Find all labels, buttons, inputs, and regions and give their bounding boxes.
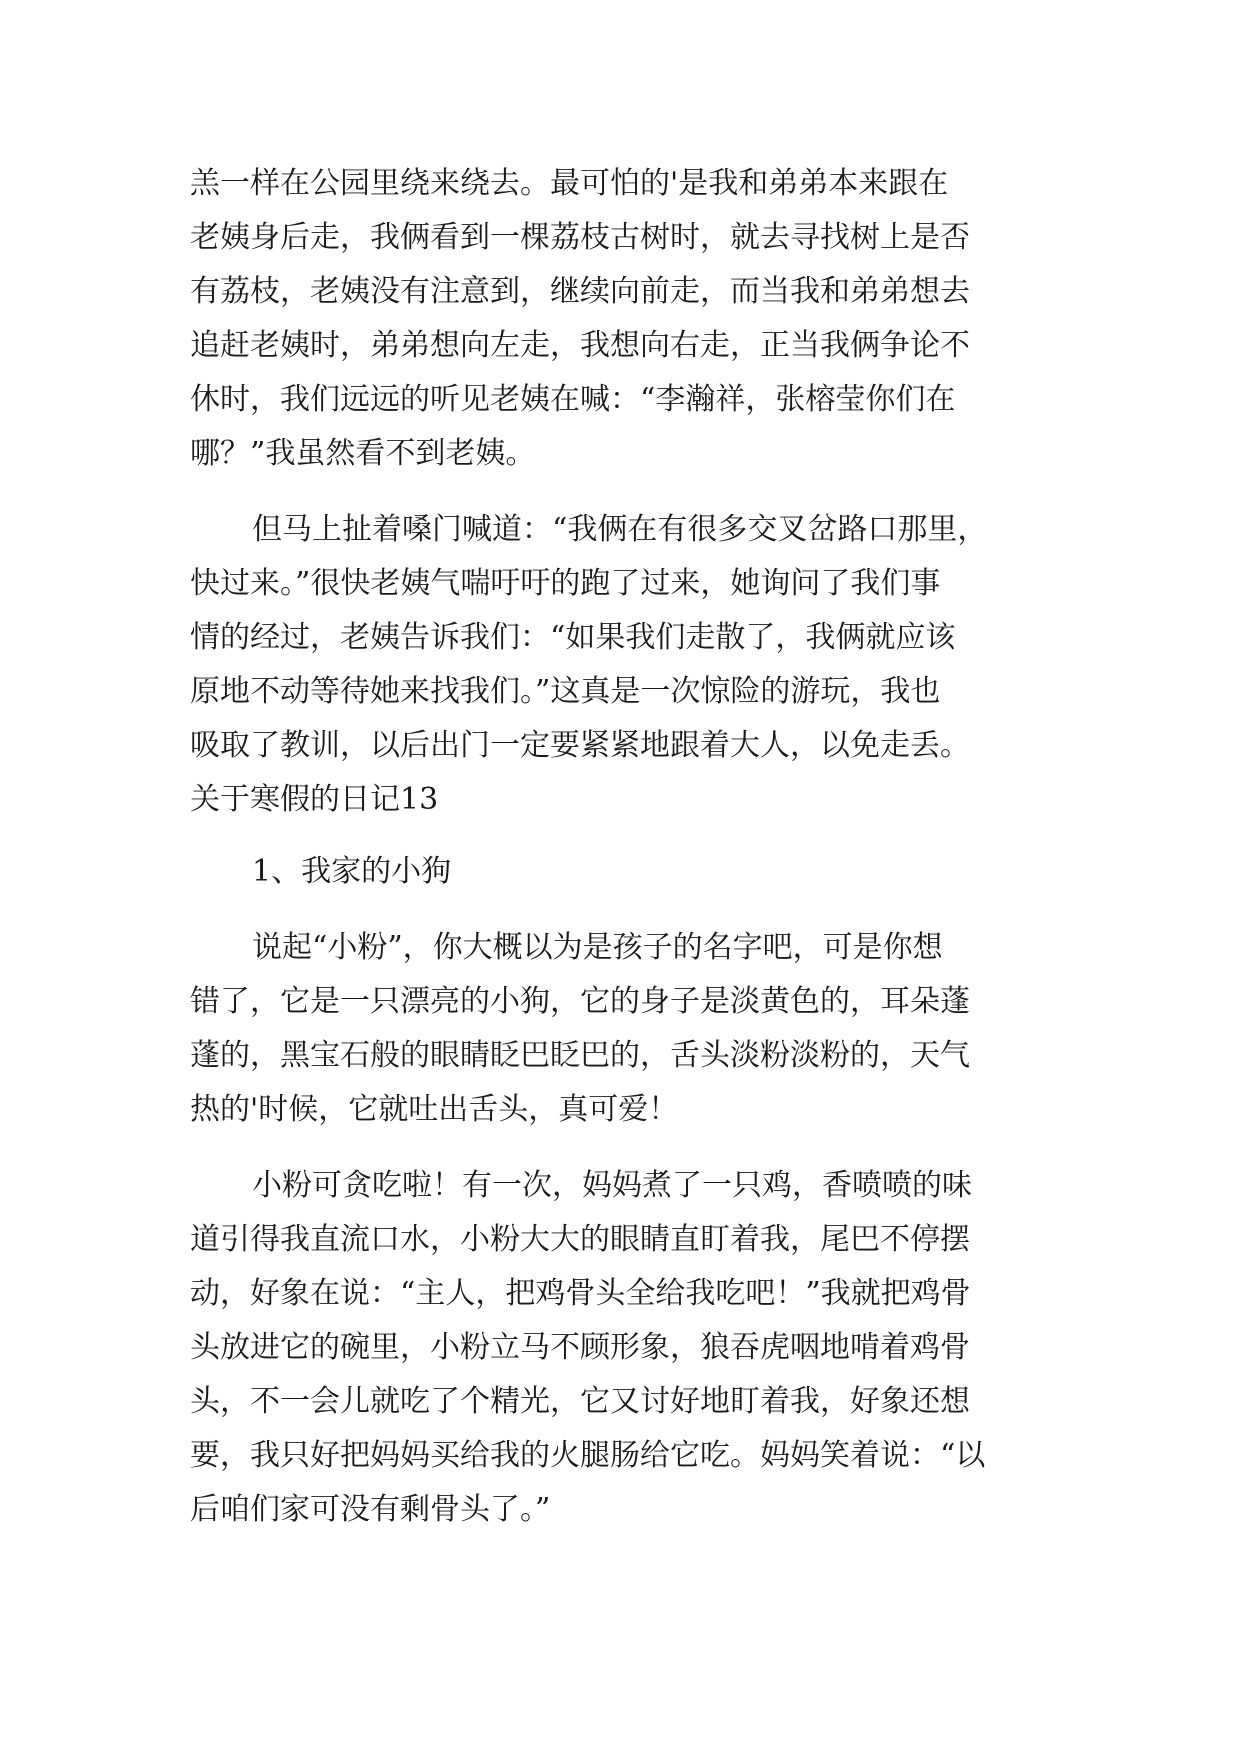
text-line: 羔一样在公园里绕来绕去。最可怕的'是我和弟弟本来跟在 (190, 166, 949, 201)
text-line: 休时，我们远远的听见老姨在喊：“李瀚祥，张榕莹你们在 (190, 382, 956, 417)
text-line: 蓬的，黑宝石般的眼睛眨巴眨巴的，舌头淡粉淡粉的，天气 (190, 1038, 970, 1073)
text-line: 头放进它的碗里，小粉立马不顾形象，狼吞虎咽地啃着鸡骨 (190, 1330, 970, 1365)
text-line: 吸取了教训，以后出门一定要紧紧地跟着大人，以免走丢。 (190, 728, 970, 763)
text-line: 错了，它是一只漂亮的小狗，它的身子是淡黄色的，耳朵蓬 (190, 984, 970, 1019)
subtitle: 1、我家的小狗 (252, 854, 452, 889)
text-line: 情的经过，老姨告诉我们：“如果我们走散了，我俩就应该 (190, 620, 956, 655)
text-line: 热的'时候，它就吐出舌头，真可爱！ (190, 1092, 679, 1127)
text-line: 追赶老姨时，弟弟想向左走，我想向右走，正当我俩争论不 (190, 328, 970, 363)
text-line: 原地不动等待她来找我们。”这真是一次惊险的游玩，我也 (190, 674, 941, 709)
text-line: 道引得我直流口水，小粉大大的眼睛直盯着我，尾巴不停摆 (190, 1222, 970, 1257)
text-line: 哪？”我虽然看不到老姨。 (190, 436, 536, 471)
text-line: 老姨身后走，我俩看到一棵荔枝古树时，就去寻找树上是否 (190, 220, 970, 255)
text-line: 动，好象在说：“主人，把鸡骨头全给我吃吧！”我就把鸡骨 (190, 1276, 971, 1311)
paragraph-start: 但马上扯着嗓门喊道：“我俩在有很多交叉岔路口那里， (252, 512, 988, 547)
paragraph-start: 说起“小粉”，你大概以为是孩子的名字吧，可是你想 (252, 930, 943, 965)
text-line: 后咱们家可没有剩骨头了。” (190, 1492, 551, 1527)
paragraph-start: 小粉可贪吃啦！有一次，妈妈煮了一只鸡，香喷喷的味 (252, 1168, 972, 1203)
text-line: 有荔枝，老姨没有注意到，继续向前走，而当我和弟弟想去 (190, 274, 970, 309)
text-line: 要，我只好把妈妈买给我的火腿肠给它吃。妈妈笑着说：“以 (190, 1438, 986, 1473)
section-title: 关于寒假的日记13 (190, 782, 439, 817)
text-line: 头，不一会儿就吃了个精光，它又讨好地盯着我，好象还想 (190, 1384, 970, 1419)
text-line: 快过来。”很快老姨气喘吁吁的跑了过来，她询问了我们事 (190, 566, 941, 601)
